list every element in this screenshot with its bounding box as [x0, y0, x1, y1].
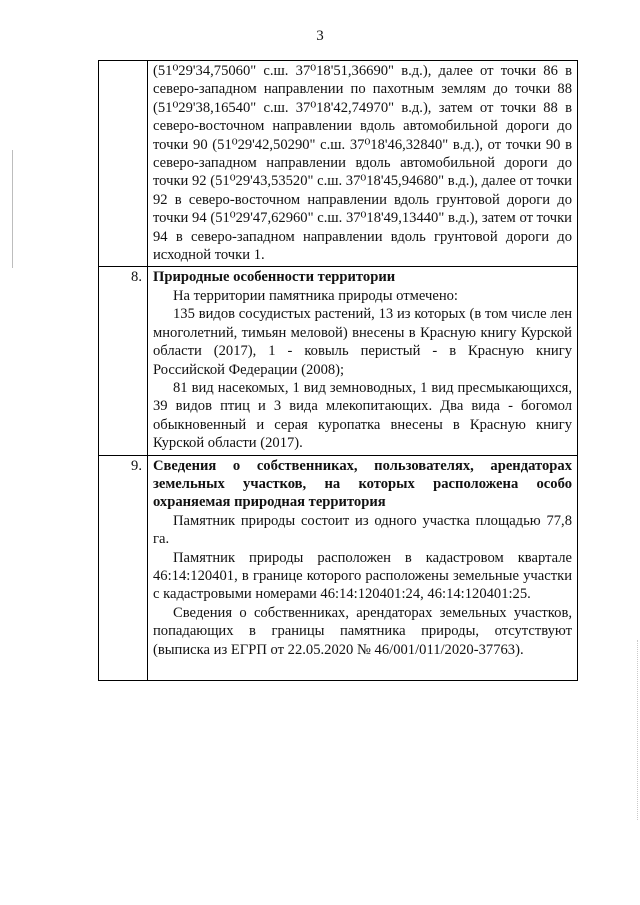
paragraph: Сведения о собственниках, арендаторах земельных участков, попадающих в границы памятника природы, отсутствуют (выписка из ЕГРП от 22.05.2020 № 46/001/011/2020-37763). — [153, 604, 572, 658]
table-row — [99, 267, 578, 455]
paragraph: Памятник природы расположен в кадастровом квартале 46:14:120401, в границе которого расположены земельные участки с кадастровыми номерами 46:14:120401:24, 46:14:120401:25. — [153, 549, 572, 603]
section-heading: Природные особенности территории — [153, 269, 396, 286]
row-number: 9. — [99, 455, 148, 680]
row-content — [148, 267, 578, 455]
row-content — [148, 61, 578, 267]
boundary-description: (51⁰29'34,75060" с.ш. 37⁰18'51,36690" в.д.), далее от точки 86 в северо-западном направлении по пахотным землям до точки 88 (51⁰29'38,16540" с.ш. 37⁰18'42,74970" в.д.), затем от точки 88 в северо-восточном направлении вдоль автомобильной дороги до точки 90 (51⁰29'42,50290" с.ш. 37⁰18'46,32840" в.д.), от точки 90 в северо-западном направлении вдоль автомобильной дороги до точки 92 (51⁰29'43,53520" с.ш. 37⁰18'45,94680" в.д.), далее от точки 92 в северо-восточном направлении вдоль грунтовой дороги до точки 94 (51⁰29'47,62960" с.ш. 37⁰18'49,13440" в.д.), затем от точки 94 в северо-западном направлении вдоль грунтовой дороги до исходной точки 1. — [153, 63, 572, 264]
paragraph: 135 видов сосудистых растений, 13 из которых (в том числе лен многолетний, тимьян меловой) внесены в Красную книгу Курской области (2017), 1 - ковыль перистый - в Красную книгу Российской Федерации (2008); — [153, 306, 572, 378]
row-number: 8. — [99, 267, 148, 455]
paragraph: Памятник природы состоит из одного участка площадью 77,8 га. — [153, 512, 572, 548]
table-row — [99, 61, 578, 267]
margin-line — [12, 150, 13, 268]
scan-edge-marks — [636, 640, 638, 820]
document-table — [98, 60, 578, 681]
row-number — [99, 61, 148, 267]
page-number: 3 — [316, 28, 324, 44]
table-row — [99, 455, 578, 680]
row-content — [148, 455, 578, 680]
paragraph: На территории памятника природы отмечено: — [173, 287, 458, 304]
paragraph: 81 вид насекомых, 1 вид земноводных, 1 вид пресмыкающихся, 39 видов птиц и 3 вида млекопитающих. Два вида - богомол обыкновенный и серая куропатка внесены в Красную книгу Курской области (2017). — [153, 379, 572, 452]
section-heading: Сведения о собственниках, пользователях, арендаторах земельных участков, на которых расположена особо охраняемая природная территория — [153, 457, 572, 511]
